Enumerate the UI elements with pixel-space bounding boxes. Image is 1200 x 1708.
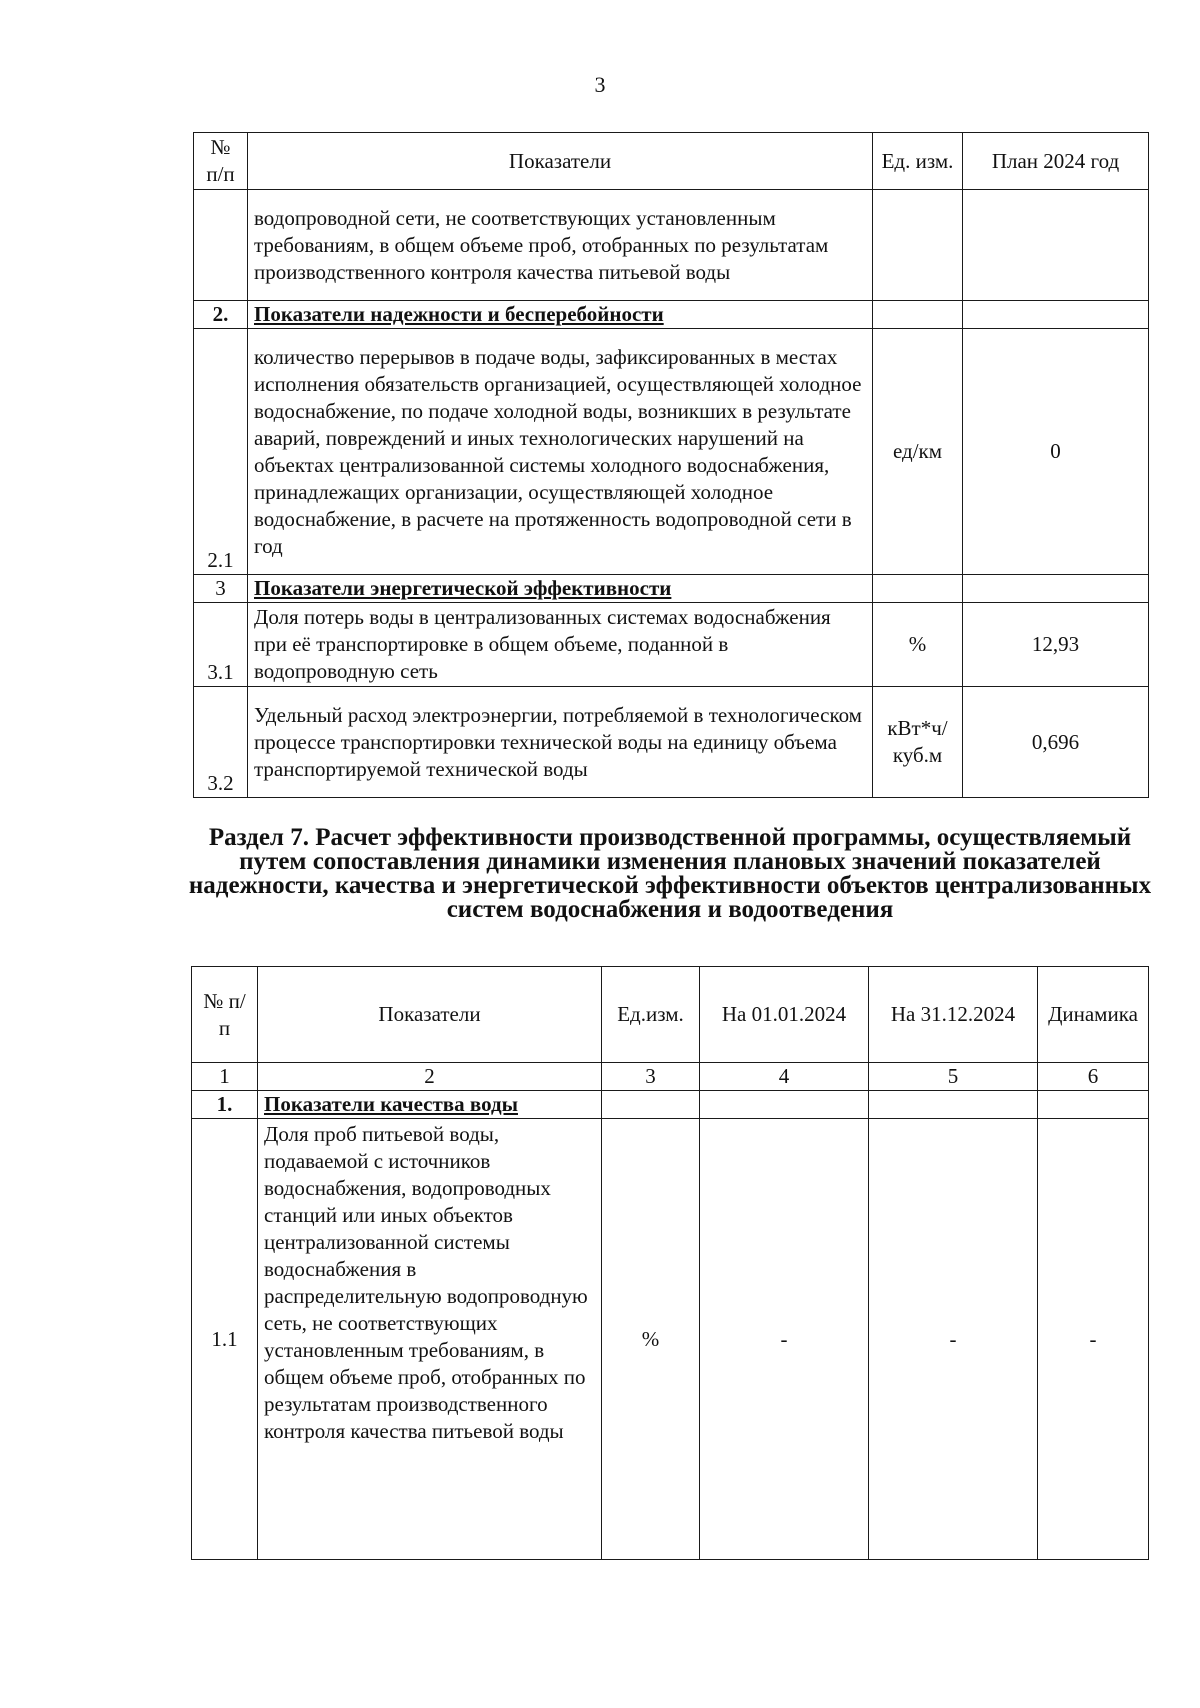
table-header-row bbox=[192, 967, 1149, 1063]
col-number: 1 bbox=[192, 1063, 258, 1091]
row-plan: 12,93 bbox=[963, 603, 1149, 687]
row-unit: ед/км bbox=[873, 329, 963, 575]
column-number-row bbox=[192, 1063, 1149, 1091]
header-unit: Ед. изм. bbox=[873, 133, 963, 190]
row-num: 3.1 bbox=[194, 603, 248, 687]
row-end: - bbox=[869, 1119, 1038, 1560]
col-number: 5 bbox=[869, 1063, 1038, 1091]
section-num: 1. bbox=[192, 1091, 258, 1119]
header-unit: Ед.изм. bbox=[602, 967, 700, 1063]
section-row bbox=[194, 575, 1149, 603]
row-dynamics: - bbox=[1038, 1119, 1149, 1560]
section-title: Показатели энергетической эффективности bbox=[248, 575, 873, 603]
table-row bbox=[192, 1119, 1149, 1560]
col-number: 4 bbox=[700, 1063, 869, 1091]
row-text: Удельный расход электроэнергии, потребляемой в технологическом процессе транспортировки технической воды на единицу объема транспортируемой технической воды bbox=[248, 687, 873, 798]
table-row bbox=[194, 190, 1149, 301]
header-indicator: Показатели bbox=[258, 967, 602, 1063]
row-plan: 0 bbox=[963, 329, 1149, 575]
table-row bbox=[194, 687, 1149, 798]
row-unit: % bbox=[873, 603, 963, 687]
col-number: 2 bbox=[258, 1063, 602, 1091]
table-row bbox=[194, 329, 1149, 575]
section-num: 3 bbox=[194, 575, 248, 603]
header-indicator: Показатели bbox=[248, 133, 873, 190]
continuation-text: водопроводной сети, не соответствующих установленным требованиям, в общем объеме проб, отобранных по результатам производственного контроля качества питьевой воды bbox=[248, 190, 873, 301]
row-text: Доля проб питьевой воды, подаваемой с источников водоснабжения, водопроводных станций или иных объектов централизованной системы водоснабжения в распределительную водопроводную сеть, не соответствующих установленным требованиям, в общем объеме проб, отобранных по результатам производственного контроля качества питьевой воды bbox=[258, 1119, 602, 1560]
header-start: На 01.01.2024 bbox=[700, 967, 869, 1063]
col-number: 3 bbox=[602, 1063, 700, 1091]
table-row bbox=[194, 603, 1149, 687]
row-start: - bbox=[700, 1119, 869, 1560]
header-plan: План 2024 год bbox=[963, 133, 1149, 190]
row-text: количество перерывов в подаче воды, зафиксированных в местах исполнения обязательств организацией, осуществляющей холодное водоснабжение, по подаче холодной воды, возникших в результате аварий, повреждений и иных технологических нарушений на объектах централизованной системы холодного водоснабжения, принадлежащих организации, осуществляющей холодное водоснабжение, в расчете на протяженность водопроводной сети в год bbox=[248, 329, 873, 575]
header-end: На 31.12.2024 bbox=[869, 967, 1038, 1063]
row-plan: 0,696 bbox=[963, 687, 1149, 798]
section-row bbox=[194, 301, 1149, 329]
col-number: 6 bbox=[1038, 1063, 1149, 1091]
indicators-plan-table bbox=[193, 132, 1149, 798]
row-num: 3.2 bbox=[194, 687, 248, 798]
header-dynamics: Динамика bbox=[1038, 967, 1149, 1063]
section-title: Показатели надежности и бесперебойности bbox=[248, 301, 873, 329]
row-text: Доля потерь воды в централизованных системах водоснабжения при её транспортировке в общем объеме, поданной в водопроводную сеть bbox=[248, 603, 873, 687]
row-num: 2.1 bbox=[194, 329, 248, 575]
row-num: 1.1 bbox=[192, 1119, 258, 1560]
section7-title: Раздел 7. Расчет эффективности производственной программы, осуществляемый путем сопоставления динамики изменения плановых значений показателей надежности, качества и энергетической эффективности объектов централизованных систем водоснабжения и водоотведения bbox=[188, 824, 1152, 923]
header-num: № п/п bbox=[192, 967, 258, 1063]
page-number: 3 bbox=[594, 72, 606, 97]
efficiency-table bbox=[191, 966, 1149, 1560]
section-title: Показатели качества воды bbox=[258, 1091, 602, 1119]
section-num: 2. bbox=[194, 301, 248, 329]
header-num: № п/п bbox=[194, 133, 248, 190]
table-header-row bbox=[194, 133, 1149, 190]
row-unit: % bbox=[602, 1119, 700, 1560]
section-row bbox=[192, 1091, 1149, 1119]
row-unit: кВт*ч/ куб.м bbox=[873, 687, 963, 798]
